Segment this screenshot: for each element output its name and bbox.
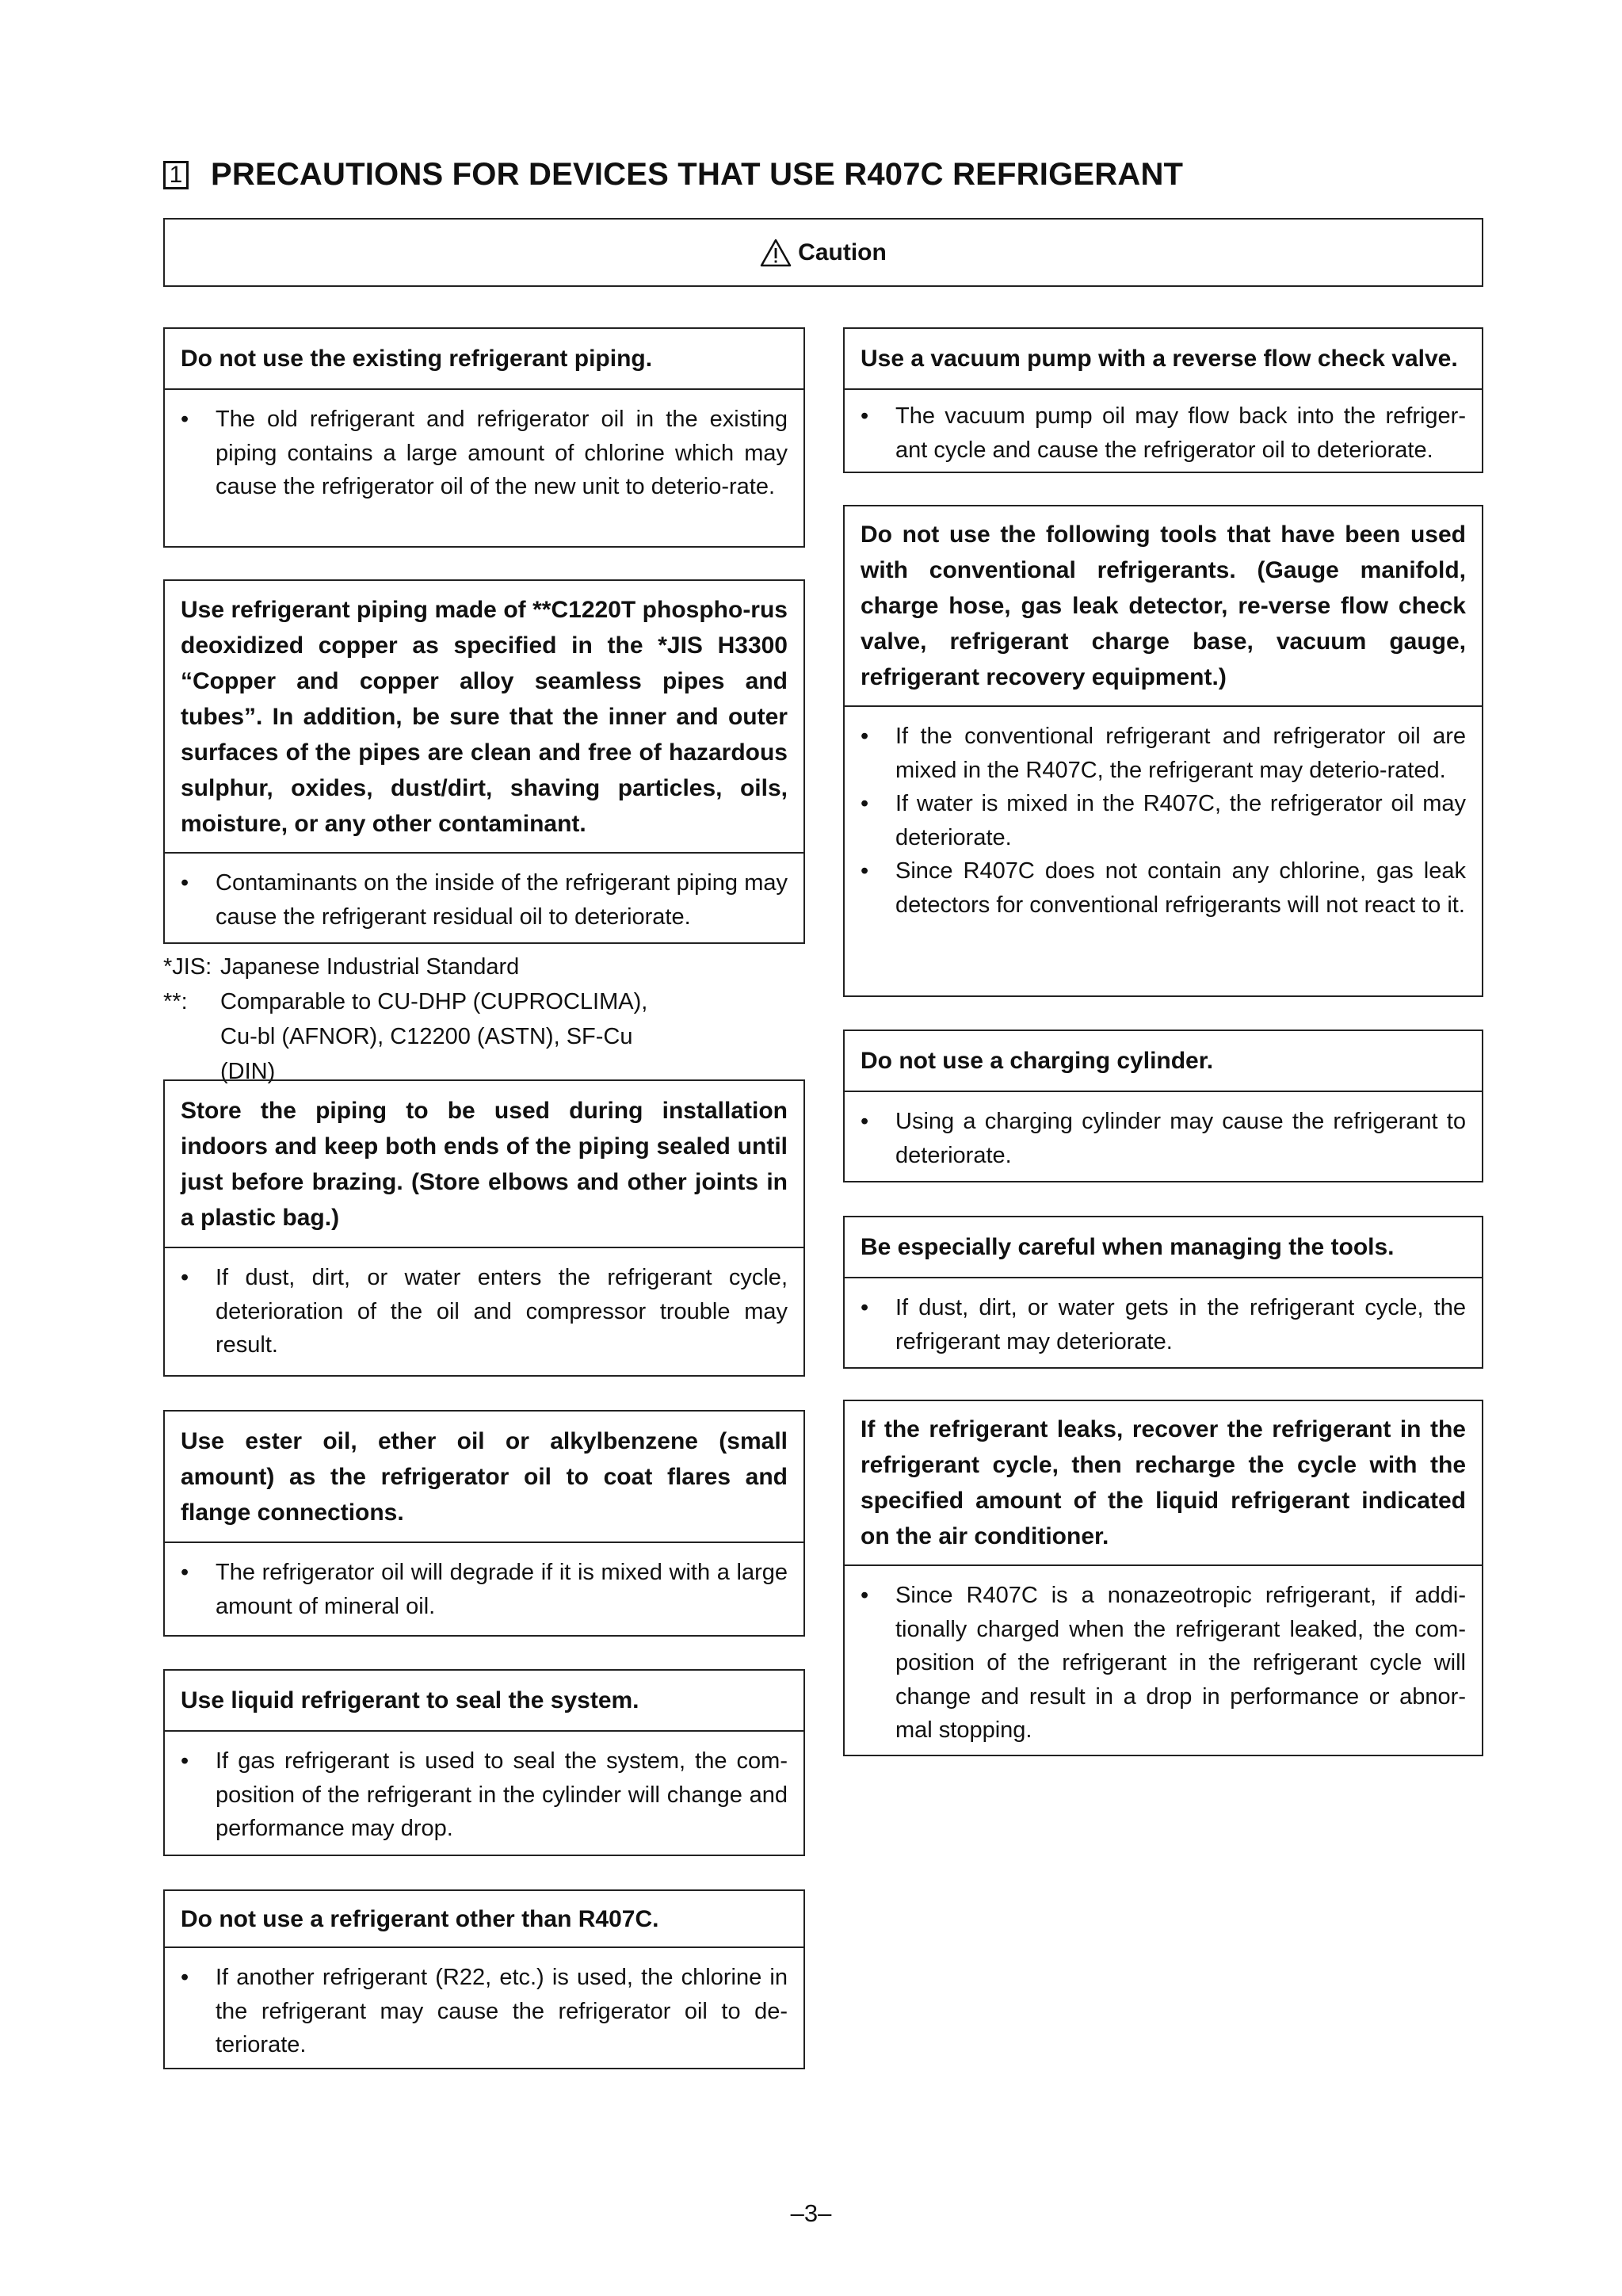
precaution-box (163, 1410, 805, 1637)
precaution-heading: Use ester oil, ether oil or alkylbenzene (small amount) as the refrigerator oil to coat flares and flange connections. (165, 1412, 803, 1543)
precaution-box (163, 1079, 805, 1377)
footnote-jis: *JIS: Japanese Industrial Standard (163, 954, 520, 980)
list-item: • Using a charging cylinder may cause the refrigerant to deteriorate. (861, 1109, 1466, 1168)
precaution-box (843, 505, 1483, 997)
list-item: • If the conventional refrigerant and refrigerator oil are mixed in the R407C, the refrigerant may deterio-rated. (861, 724, 1466, 783)
list-item: • If dust, dirt, or water gets in the refrigerant cycle, the refrigerant may deteriorate. (861, 1295, 1466, 1354)
section-number: 1 (163, 161, 189, 189)
caution-banner (163, 218, 1483, 287)
precaution-box (163, 1889, 805, 2069)
list-item: • If another refrigerant (R22, etc.) is used, the chlorine in the refrigerant may cause the refrigerator oil to de-teriorate. (181, 1965, 788, 2057)
precaution-heading: Do not use the following tools that have been used with conventional refrigerants. (Gauge manifold, charge hose, gas leak detector, re-verse flow check valve, refrigerant charge base, vacuum gauge, refrigerant recovery equipment.) (845, 506, 1482, 707)
list-item: • The vacuum pump oil may flow back into the refriger-ant cycle and cause the refrigerator oil to deteriorate. (861, 403, 1466, 463)
footnote-star: **: Comparable to CU-DHP (CUPROCLIMA), Cu-bl (AFNOR), C12200 (ASTN), SF-Cu (DIN) (163, 989, 648, 1084)
warning-triangle-icon (760, 239, 792, 267)
precaution-heading: Do not use a charging cylinder. (845, 1031, 1482, 1092)
footnotes (163, 949, 656, 1089)
precaution-box (843, 1030, 1483, 1182)
precaution-box (843, 1400, 1483, 1756)
precaution-heading: Use a vacuum pump with a reverse flow check valve. (845, 329, 1482, 390)
list-item: • If water is mixed in the R407C, the refrigerator oil may deteriorate. (861, 791, 1466, 850)
list-item: • The refrigerator oil will degrade if it is mixed with a large amount of mineral oil. (181, 1560, 788, 1619)
list-item: • If gas refrigerant is used to seal the system, the com-position of the refrigerant in the cylinder will change and performance may drop. (181, 1748, 788, 1841)
precaution-box (843, 327, 1483, 473)
precaution-heading: Store the piping to be used during installation indoors and keep both ends of the piping sealed until just before brazing. (Store elbows and other joints in a plastic bag.) (165, 1081, 803, 1248)
section-title (163, 157, 1183, 193)
precaution-heading: Use refrigerant piping made of **C1220T phospho-rus deoxidized copper as specified in the *JIS H3300 “Copper and copper alloy seamless pipes and tubes”. In addition, be sure that the inner and outer surfaces of the pipes are clean and free of hazardous sulphur, oxides, dust/dirt, shaving particles, oils, moisture, or any other contaminant. (165, 581, 803, 854)
page-number: –3– (790, 2199, 832, 2227)
precaution-heading: If the refrigerant leaks, recover the refrigerant in the refrigerant cycle, then recharge the cycle with the specified amount of the liquid refrigerant indicated on the air conditioner. (845, 1401, 1482, 1566)
list-item: • Since R407C does not contain any chlorine, gas leak detectors for conventional refrigerants will not react to it. (861, 858, 1466, 918)
precaution-box (843, 1216, 1483, 1369)
precaution-box (163, 579, 805, 944)
list-item: • If dust, dirt, or water enters the refrigerant cycle, deterioration of the oil and compressor trouble may result. (181, 1265, 788, 1358)
list-item: • Since R407C is a nonazeotropic refrigerant, if addi-tionally charged when the refrigerant leaked, the com-position of the refrigerant in the refrigerant cycle will change and result in a drop in performance or abnor-mal stopping. (861, 1583, 1466, 1743)
precaution-heading: Use liquid refrigerant to seal the system. (165, 1671, 803, 1732)
precaution-heading: Be especially careful when managing the tools. (845, 1217, 1482, 1278)
precaution-heading: Do not use a refrigerant other than R407C. (165, 1891, 803, 1948)
precaution-heading: Do not use the existing refrigerant piping. (165, 329, 803, 390)
page-title: PRECAUTIONS FOR DEVICES THAT USE R407C REFRIGERANT (211, 157, 1184, 192)
caution-label: Caution (798, 239, 887, 266)
list-item: • Contaminants on the inside of the refrigerant piping may cause the refrigerant residual oil to deteriorate. (181, 870, 788, 930)
list-item: • The old refrigerant and refrigerator oil in the existing piping contains a large amount of chlorine which may cause the refrigerator oil of the new unit to deterio-rate. (181, 407, 788, 499)
precaution-box (163, 1669, 805, 1856)
precaution-box (163, 327, 805, 548)
